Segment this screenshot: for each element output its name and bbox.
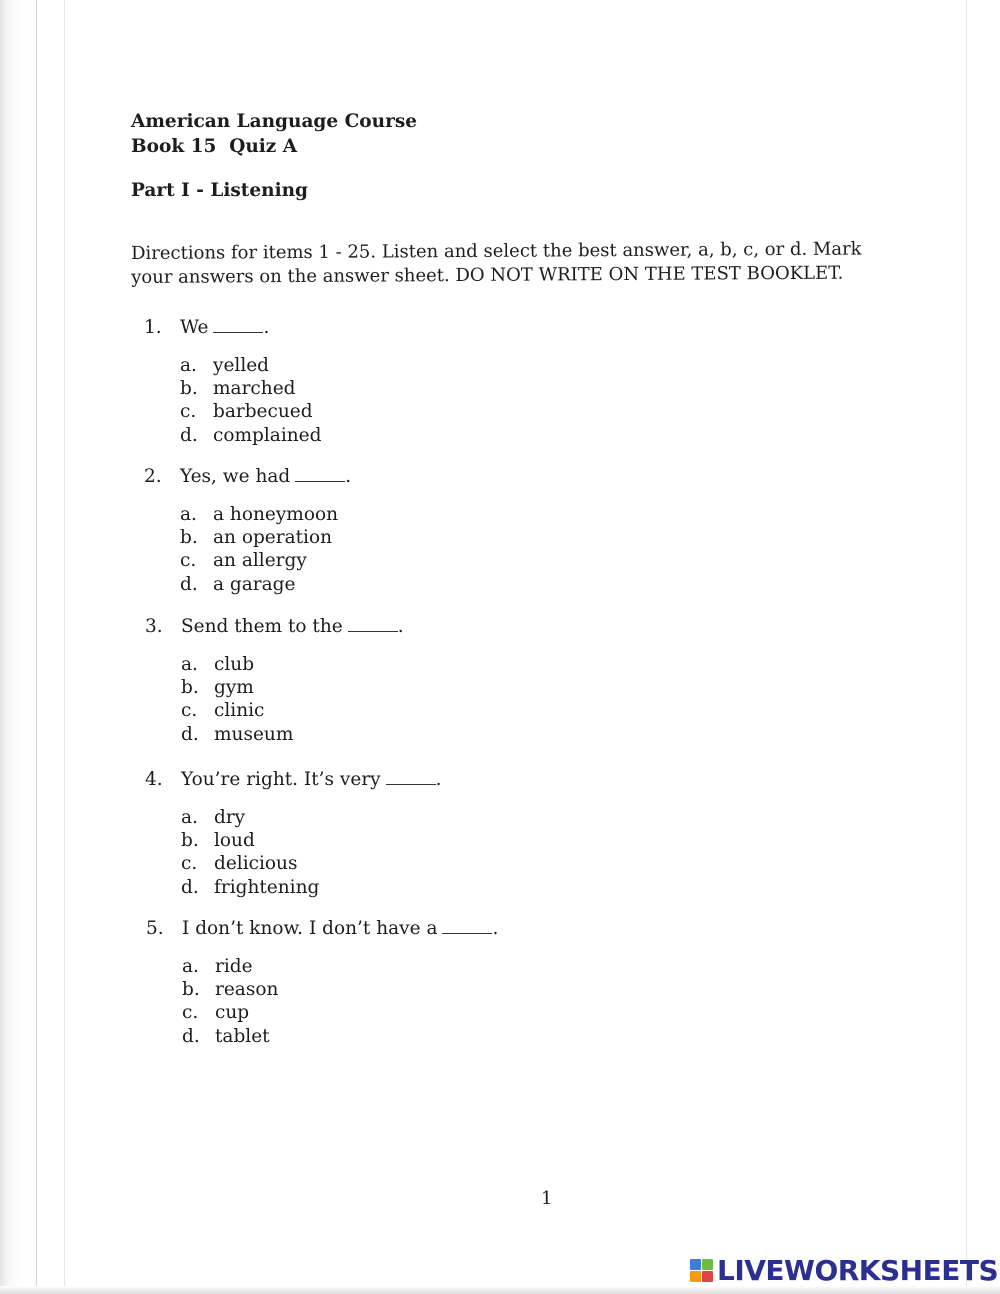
question-text [181, 616, 404, 637]
option-letter: c. [181, 853, 198, 875]
answer-blank [213, 331, 263, 333]
option-text: cup [215, 1002, 250, 1024]
question-number: 1. [144, 317, 162, 338]
scan-shadow-left [0, 0, 28, 1294]
answer-blank [442, 932, 492, 934]
option-text: complained [213, 424, 322, 446]
option-text: club [214, 654, 255, 675]
option-text: a garage [213, 573, 296, 595]
option-text: ride [215, 956, 253, 977]
option-text: yelled [213, 355, 270, 376]
option-text: delicious [214, 853, 298, 875]
part-title: Part I - Listening [131, 180, 308, 201]
option-text: gym [214, 677, 254, 699]
option-letter: d. [181, 876, 199, 898]
option-letter: b. [180, 527, 198, 549]
question-text-after-blank: . [435, 769, 442, 790]
option-letter: b. [182, 979, 200, 1001]
question-text [182, 918, 498, 939]
quiz-title: Book 15 Quiz A [131, 136, 298, 157]
question-text [180, 466, 351, 487]
question-number: 4. [145, 769, 163, 790]
option-text: loud [214, 830, 255, 852]
directions-line-1: Directions for items 1 - 25. Listen and select the best answer, a, b, c, or d. Mark [131, 238, 862, 264]
answer-blank [348, 630, 398, 632]
option-letter: d. [182, 1025, 200, 1047]
question-text-before-blank: Send them to the [181, 616, 343, 637]
directions [131, 237, 871, 290]
liveworksheets-logo-icon [690, 1259, 713, 1282]
option-text: tablet [215, 1025, 270, 1047]
option-text: dry [214, 807, 246, 828]
question-text-before-blank: I don’t know. I don’t have a [182, 918, 438, 939]
answer-blank [295, 480, 345, 482]
liveworksheets-logo [690, 1254, 998, 1286]
question-text-before-blank: You’re right. It’s very [181, 769, 381, 790]
answer-blank [386, 783, 436, 785]
option-letter: b. [180, 378, 198, 400]
option-letter: a. [180, 355, 197, 376]
option-letter: b. [181, 830, 199, 852]
question-text-before-blank: Yes, we had [180, 466, 291, 487]
page-number: 1 [541, 1188, 553, 1209]
option-text: a honeymoon [213, 504, 339, 525]
question-text-before-blank: We [180, 317, 209, 338]
option-letter: d. [180, 573, 198, 595]
question-number: 5. [146, 918, 164, 939]
document-header [131, 109, 417, 159]
option-letter: d. [180, 424, 198, 446]
option-letter: c. [181, 700, 198, 722]
directions-line-2: your answers on the answer sheet. DO NOT WRITE ON THE TEST BOOKLET. [131, 262, 844, 288]
scan-shadow-bottom [0, 1286, 1000, 1294]
scan-artifact-line [966, 0, 967, 1294]
option-letter: c. [180, 401, 197, 423]
option-text: frightening [214, 876, 320, 898]
option-letter: a. [180, 504, 197, 525]
option-letter: a. [182, 956, 199, 977]
option-text: museum [214, 723, 294, 745]
question-number: 3. [145, 616, 163, 637]
course-title: American Language Course [131, 111, 418, 132]
scan-artifact-line [64, 0, 65, 1294]
option-letter: d. [181, 723, 199, 745]
question-text-after-blank: . [345, 466, 352, 487]
option-text: marched [213, 378, 296, 400]
option-text: an operation [213, 527, 333, 549]
option-text: an allergy [213, 550, 307, 572]
option-letter: b. [181, 677, 199, 699]
question-text-after-blank: . [397, 616, 404, 637]
scan-artifact-line [36, 0, 37, 1294]
liveworksheets-wordmark: LIVEWORKSHEETS [717, 1253, 999, 1287]
question-text-after-blank: . [492, 918, 499, 939]
option-letter: a. [181, 654, 198, 675]
question-text-after-blank: . [263, 317, 270, 338]
option-text: clinic [214, 700, 265, 722]
option-letter: c. [180, 550, 197, 572]
question-number: 2. [144, 466, 162, 487]
question-text [180, 317, 269, 338]
option-letter: a. [181, 807, 198, 828]
question-text [181, 769, 442, 790]
option-text: reason [215, 979, 279, 1001]
option-text: barbecued [213, 401, 313, 423]
option-letter: c. [182, 1002, 199, 1024]
